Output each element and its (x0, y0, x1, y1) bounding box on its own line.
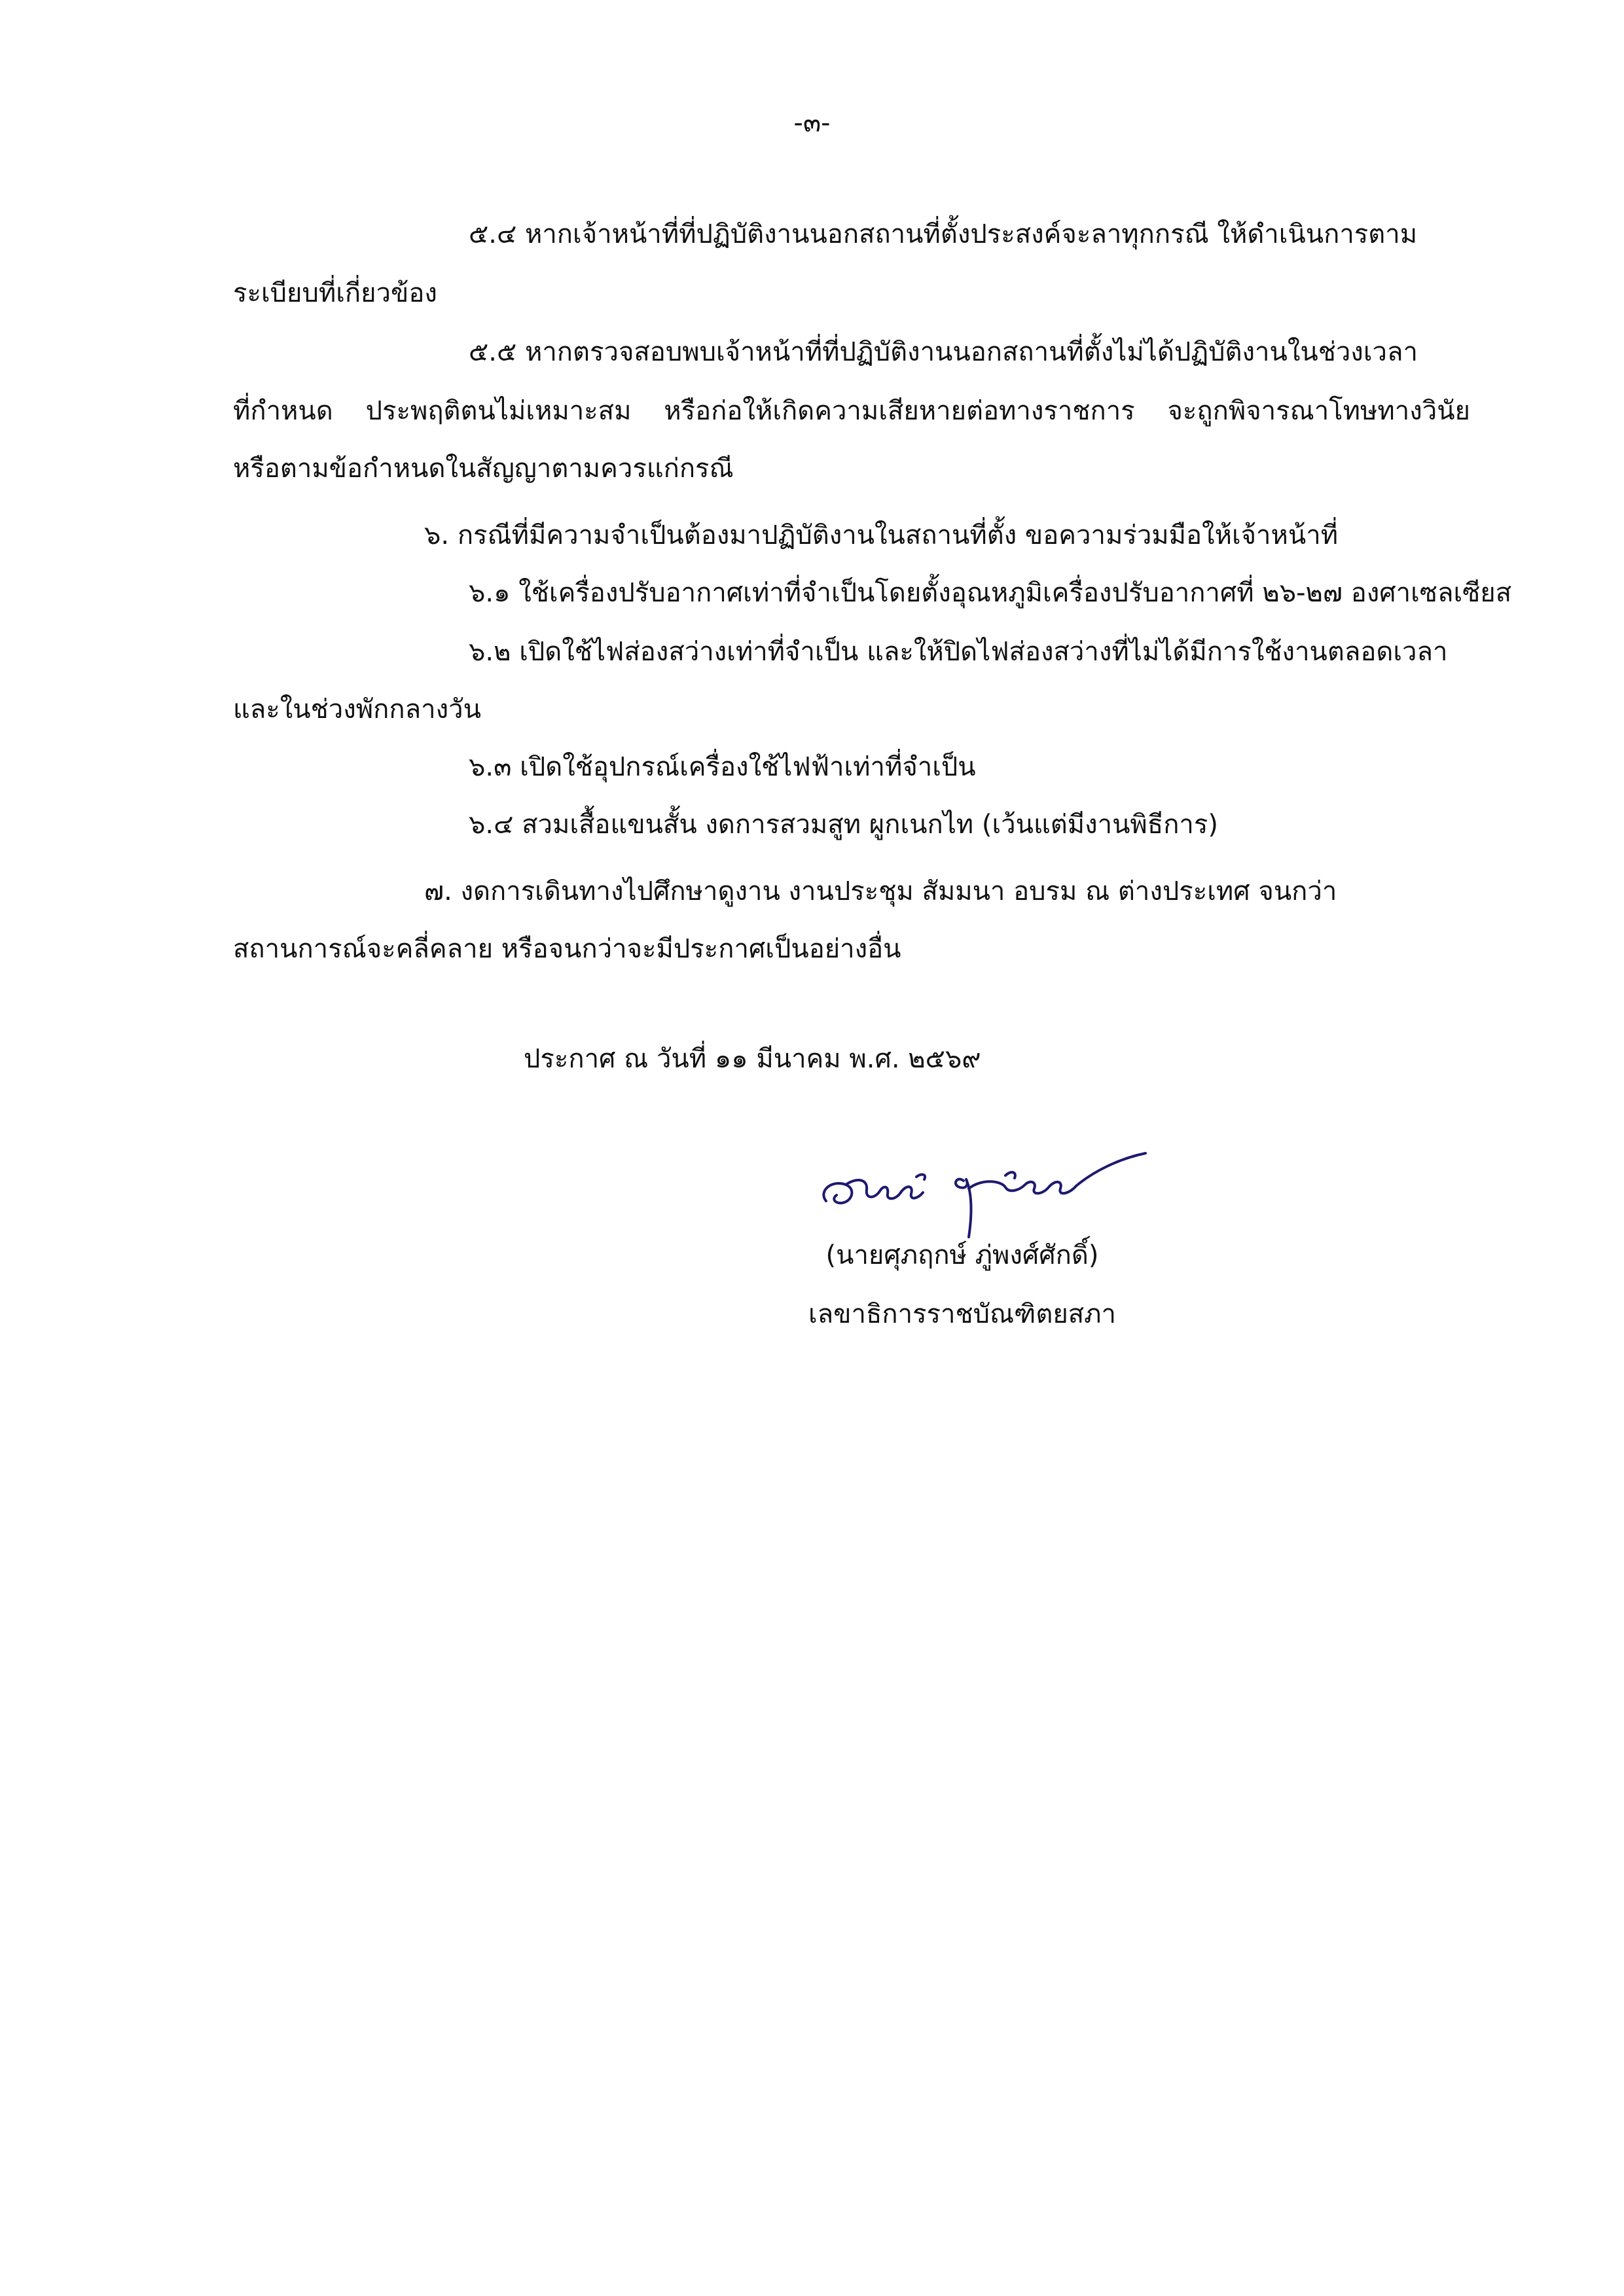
clause-6-1: ๖.๑ ใช้เครื่องปรับอากาศเท่าที่จำเป็นโดยตั้งอุณหภูมิเครื่องปรับอากาศที่ ๒๖-๒๗ องศาเซลเซียส (469, 578, 1512, 608)
clause-5-5-line-2: ที่กำหนด ประพฤติตนไม่เหมาะสม หรือก่อให้เกิดความเสียหายต่อทางราชการ จะถูกพิจารณาโทษทางวินัย (233, 396, 1470, 426)
page-number: -๓- (793, 108, 831, 138)
clause-5-5-line-3: หรือตามข้อกำหนดในสัญญาตามควรแก่กรณี (233, 454, 734, 484)
clause-5-4-line-2: ระเบียบที่เกี่ยวข้อง (233, 278, 437, 308)
clause-6: ๖. กรณีที่มีความจำเป็นต้องมาปฏิบัติงานในสถานที่ตั้ง ขอความร่วมมือให้เจ้าหน้าที่ (424, 520, 1339, 550)
announcement-date: ประกาศ ณ วันที่ ๑๑ มีนาคม พ.ศ. ๒๕๖๙ (524, 1044, 981, 1074)
clause-5-4-line-1: ๕.๔ หากเจ้าหน้าที่ที่ปฏิบัติงานนอกสถานที่ตั้งประสงค์จะลาทุกกรณี ให้ดำเนินการตาม (469, 219, 1418, 249)
clause-7-line-1: ๗. งดการเดินทางไปศึกษาดูงาน งานประชุม สัมมนา อบรม ณ ต่างประเทศ จนกว่า (424, 876, 1337, 906)
handwritten-signature (812, 1139, 1152, 1250)
clause-6-2-line-1: ๖.๒ เปิดใช้ไฟส่องสว่างเท่าที่จำเป็น และให้ปิดไฟส่องสว่างที่ไม่ได้มีการใช้งานตลอดเวลา (469, 637, 1448, 667)
clause-6-3: ๖.๓ เปิดใช้อุปกรณ์เครื่องใช้ไฟฟ้าเท่าที่จำเป็น (469, 752, 976, 782)
clause-5-5-line-1: ๕.๕ หากตรวจสอบพบเจ้าหน้าที่ที่ปฏิบัติงานนอกสถานที่ตั้งไม่ได้ปฏิบัติงานในช่วงเวลา (469, 337, 1418, 367)
signatory-name: (นายศุภฤกษ์ ภู่พงศ์ศักดิ์) (825, 1240, 1099, 1270)
clause-6-4: ๖.๔ สวมเสื้อแขนสั้น งดการสวมสูท ผูกเนกไท (เว้นแต่มีงานพิธีการ) (469, 810, 1218, 840)
signatory-position: เลขาธิการราชบัณฑิตยสภา (808, 1299, 1117, 1329)
clause-6-2-line-2: และในช่วงพักกลางวัน (233, 694, 481, 725)
clause-7-line-2: สถานการณ์จะคลี่คลาย หรือจนกว่าจะมีประกาศเป็นอย่างอื่น (233, 934, 901, 964)
